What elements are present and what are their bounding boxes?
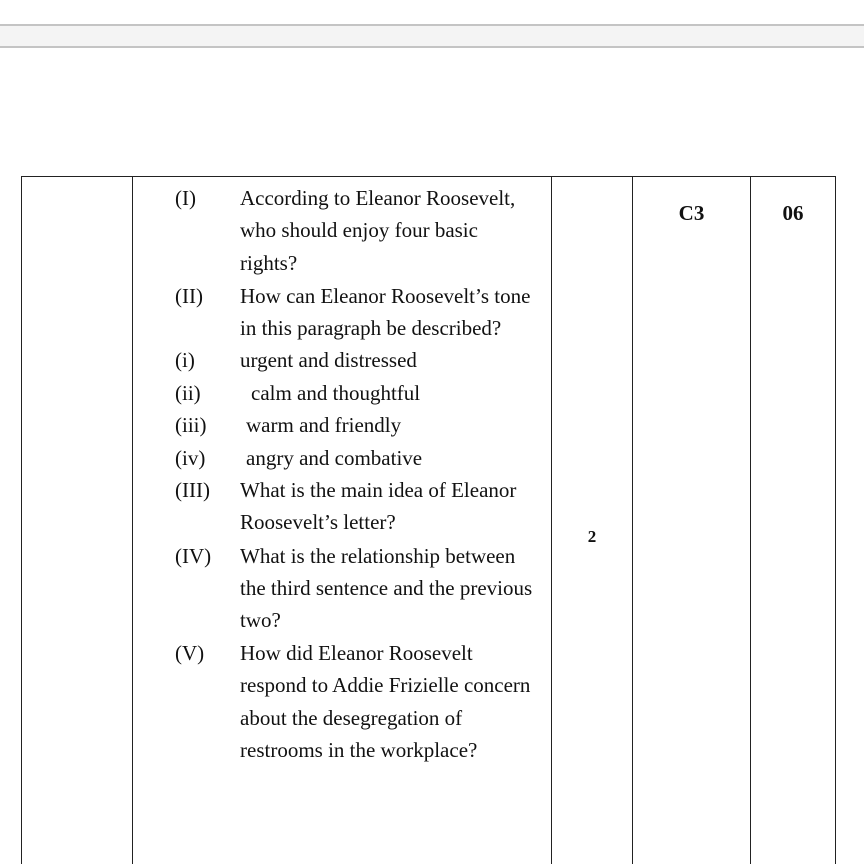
table-col-border-5 xyxy=(750,176,751,864)
table-col-border-2 xyxy=(132,176,133,864)
question-text-line: Roosevelt’s letter? xyxy=(240,510,396,534)
question-text-line: who should enjoy four basic xyxy=(240,218,478,242)
toolbar-strip xyxy=(0,24,864,48)
cognitive-level: C3 xyxy=(678,201,705,225)
question-text-line: What is the main idea of Eleanor xyxy=(240,478,517,502)
question-text-line: How did Eleanor Roosevelt xyxy=(240,641,473,665)
table-col-border-3 xyxy=(551,176,552,864)
question-text-line: restrooms in the workplace? xyxy=(240,738,478,762)
option-text: urgent and distressed xyxy=(240,348,417,372)
question-text-line: the third sentence and the previous xyxy=(240,576,533,600)
option-number: (iv) xyxy=(175,446,206,470)
marks-value: 2 xyxy=(587,527,597,546)
table-col-border-4 xyxy=(632,176,633,864)
table-top-border xyxy=(21,176,836,177)
table-col-border-6 xyxy=(835,176,836,864)
option-text: calm and thoughtful xyxy=(251,381,421,405)
question-text-line: According to Eleanor Roosevelt, xyxy=(240,186,516,210)
question-number: (V) xyxy=(175,641,205,665)
question-text-line: respond to Addie Frizielle concern xyxy=(240,673,531,697)
question-number: (IV) xyxy=(175,544,212,568)
question-text-line: two? xyxy=(240,608,281,632)
question-number: (II) xyxy=(175,284,203,308)
option-number: (ii) xyxy=(175,381,201,405)
option-text: warm and friendly xyxy=(246,413,402,437)
question-number-cell: 06 xyxy=(782,201,804,225)
question-text-line: rights? xyxy=(240,251,298,275)
question-text-line: in this paragraph be described? xyxy=(240,316,502,340)
question-text-line: What is the relationship between xyxy=(240,544,516,568)
question-number: (I) xyxy=(175,186,196,210)
question-text-line: How can Eleanor Roosevelt’s tone xyxy=(240,284,531,308)
option-text: angry and combative xyxy=(246,446,423,470)
question-number: (III) xyxy=(175,478,210,502)
option-number: (i) xyxy=(175,348,195,372)
table-col-border-1 xyxy=(21,176,22,864)
question-text-line: about the desegregation of xyxy=(240,706,463,730)
option-number: (iii) xyxy=(175,413,207,437)
